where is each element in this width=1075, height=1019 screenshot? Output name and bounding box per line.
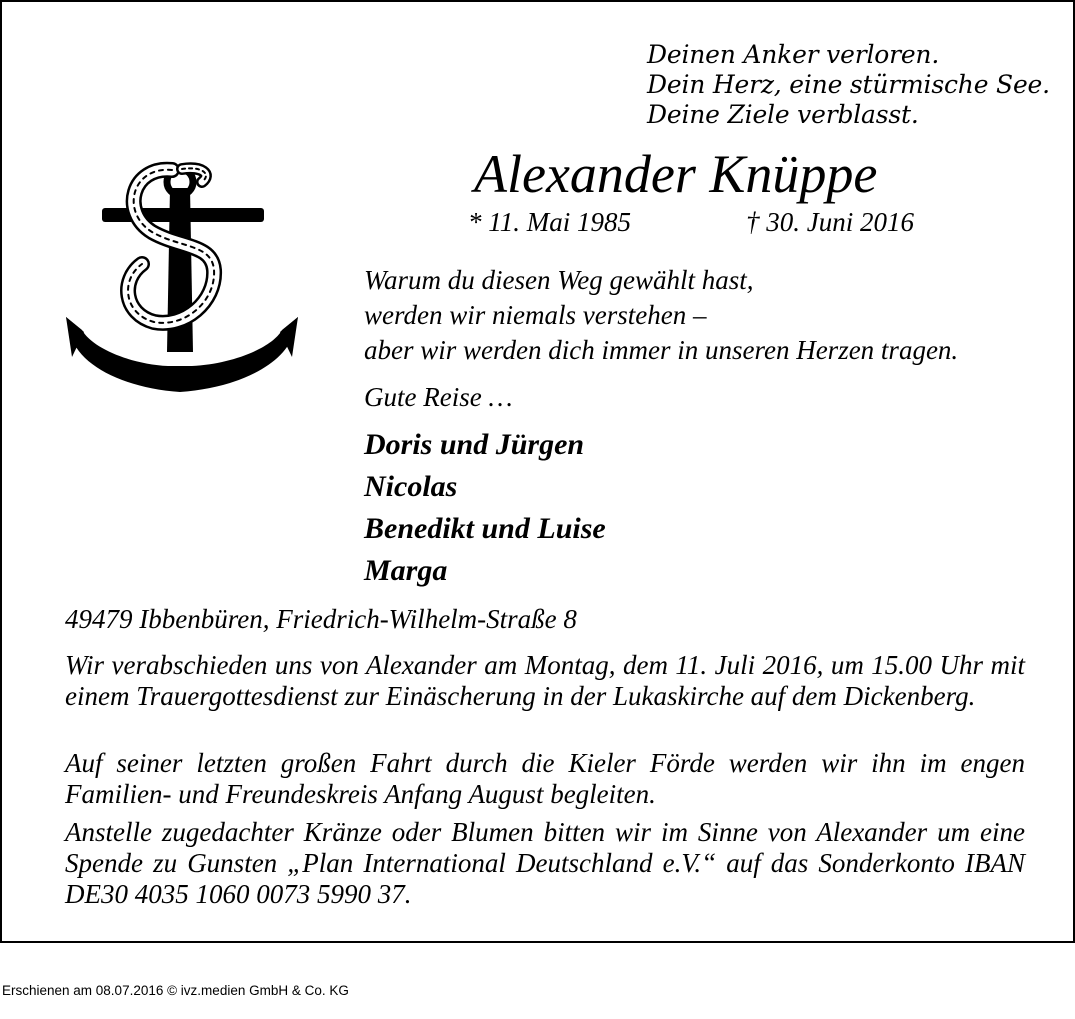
- death-date: † 30. Juni 2016: [746, 207, 914, 237]
- verse-line-3: aber wir werden dich immer in unseren Herzen tragen.: [364, 335, 959, 365]
- service-info-paragraph: Wir verabschieden uns von Alexander am Montag, dem 11. Juli 2016, um 15.00 Uhr mit einem Trauergottesdienst zur Einäscherung in der Lukaskirche auf dem Dickenberg.: [65, 650, 1025, 711]
- verse: [364, 263, 958, 368]
- publication-footer: Erschienen am 08.07.2016 © ivz.medien GmbH & Co. KG: [2, 983, 349, 998]
- deceased-name: Alexander Knüppe: [474, 144, 878, 204]
- sea-burial-paragraph: Auf seiner letzten großen Fahrt durch die Kieler Förde werden wir ihn im engen Familien- und Freundeskreis Anfang August begleiten.: [65, 748, 1025, 809]
- birth-date: * 11. Mai 1985: [468, 207, 631, 237]
- motto: [647, 40, 1050, 130]
- mourner-name: Doris und Jürgen: [364, 428, 585, 461]
- verse-line-2: werden wir niemals verstehen –: [364, 300, 707, 330]
- mourner-name: Benedikt und Luise: [364, 512, 606, 545]
- motto-line-2: Dein Herz, eine stürmische See.: [647, 70, 1050, 99]
- motto-line-1: Deinen Anker verloren.: [647, 40, 940, 69]
- mourners-list: [364, 424, 606, 592]
- mourner-name: Marga: [364, 554, 448, 587]
- donation-paragraph: Anstelle zugedachter Kränze oder Blumen bitten wir im Sinne von Alexander um eine Spende zu Gunsten „Plan International Deutschland e.V.“ auf das Sonderkonto IBAN DE30 4035 1060 0073 5990 37.: [65, 817, 1025, 909]
- address: 49479 Ibbenbüren, Friedrich-Wilhelm-Straße 8: [65, 604, 577, 634]
- mourner-name: Nicolas: [364, 470, 458, 503]
- anchor-with-rope-icon: [62, 152, 302, 397]
- motto-line-3: Deine Ziele verblasst.: [647, 100, 919, 129]
- verse-line-1: Warum du diesen Weg gewählt hast,: [364, 265, 754, 295]
- farewell-line: Gute Reise …: [364, 382, 513, 412]
